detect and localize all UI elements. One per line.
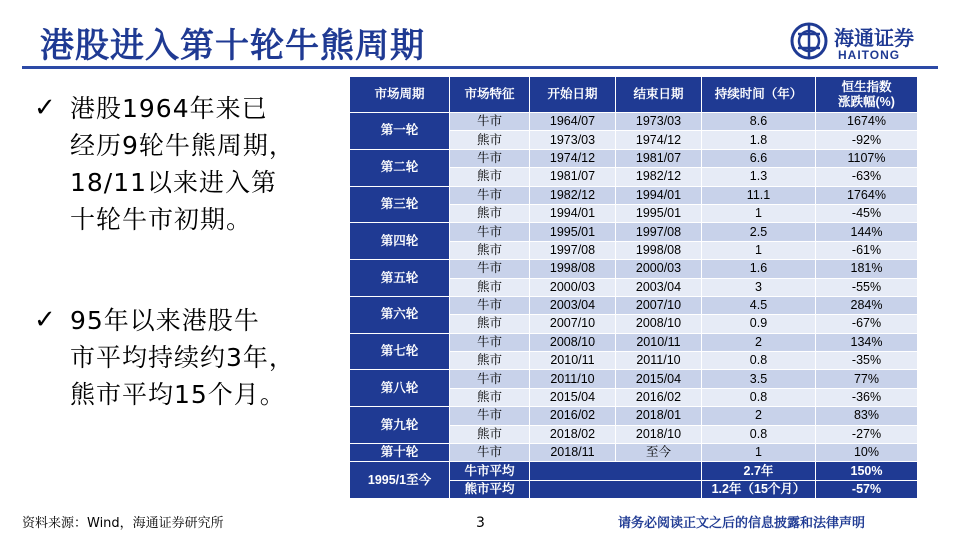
column-header: 开始日期	[530, 77, 616, 113]
end-date-cell: 2000/03	[616, 260, 702, 278]
table-row	[350, 113, 918, 131]
start-date-cell: 2000/03	[530, 278, 616, 296]
cycle-round-label: 第三轮	[350, 186, 450, 223]
market-type-cell: 熊市	[450, 315, 530, 333]
end-date-cell: 1974/12	[616, 131, 702, 149]
summary-blank-cell	[530, 462, 702, 480]
market-type-cell: 熊市	[450, 352, 530, 370]
summary-change-cell: -57%	[816, 480, 918, 498]
duration-cell: 2	[702, 407, 816, 425]
table-header-row	[350, 77, 918, 113]
start-date-cell: 2008/10	[530, 333, 616, 351]
market-type-cell: 熊市	[450, 168, 530, 186]
end-date-cell: 2011/10	[616, 352, 702, 370]
table-row	[350, 333, 918, 351]
table-row	[350, 444, 918, 462]
column-header: 结束日期	[616, 77, 702, 113]
duration-cell: 1.3	[702, 168, 816, 186]
hsi-change-cell: 10%	[816, 444, 918, 462]
end-date-cell: 2018/10	[616, 425, 702, 443]
market-type-cell: 熊市	[450, 204, 530, 222]
market-type-cell: 熊市	[450, 425, 530, 443]
cycle-round-label: 第六轮	[350, 296, 450, 333]
hsi-change-cell: 144%	[816, 223, 918, 241]
market-type-cell: 熊市	[450, 278, 530, 296]
table-row	[350, 370, 918, 388]
start-date-cell: 1995/01	[530, 223, 616, 241]
duration-cell: 1.8	[702, 131, 816, 149]
market-type-cell: 牛市	[450, 444, 530, 462]
table-row	[350, 186, 918, 204]
hsi-change-cell: 1674%	[816, 113, 918, 131]
disclaimer: 请务必阅读正文之后的信息披露和法律声明	[618, 516, 866, 531]
market-type-cell: 牛市	[450, 296, 530, 314]
duration-cell: 2.5	[702, 223, 816, 241]
end-date-cell: 1995/01	[616, 204, 702, 222]
start-date-cell: 1997/08	[530, 241, 616, 259]
end-date-cell: 至今	[616, 444, 702, 462]
duration-cell: 1	[702, 241, 816, 259]
summary-change-cell: 150%	[816, 462, 918, 480]
end-date-cell: 1981/07	[616, 149, 702, 167]
cycle-round-label: 第五轮	[350, 260, 450, 297]
end-date-cell: 2016/02	[616, 388, 702, 406]
column-header: 持续时间（年）	[702, 77, 816, 113]
duration-cell: 1	[702, 204, 816, 222]
check-icon: ✓	[34, 305, 56, 335]
hsi-change-cell: 77%	[816, 370, 918, 388]
start-date-cell: 2018/02	[530, 425, 616, 443]
hsi-change-cell: -45%	[816, 204, 918, 222]
start-date-cell: 2003/04	[530, 296, 616, 314]
haitong-logo	[790, 20, 940, 64]
end-date-cell: 2008/10	[616, 315, 702, 333]
hsi-change-cell: -92%	[816, 131, 918, 149]
summary-blank-cell	[530, 480, 702, 498]
duration-cell: 3	[702, 278, 816, 296]
check-icon: ✓	[34, 93, 56, 123]
start-date-cell: 2018/11	[530, 444, 616, 462]
hsi-change-cell: -55%	[816, 278, 918, 296]
market-type-cell: 牛市	[450, 260, 530, 278]
start-date-cell: 1974/12	[530, 149, 616, 167]
duration-cell: 2	[702, 333, 816, 351]
hsi-change-cell: 181%	[816, 260, 918, 278]
column-header: 市场周期	[350, 77, 450, 113]
duration-cell: 4.5	[702, 296, 816, 314]
end-date-cell: 2010/11	[616, 333, 702, 351]
end-date-cell: 2018/01	[616, 407, 702, 425]
summary-type-cell: 牛市平均	[450, 462, 530, 480]
end-date-cell: 1998/08	[616, 241, 702, 259]
market-type-cell: 牛市	[450, 407, 530, 425]
market-type-cell: 牛市	[450, 370, 530, 388]
hsi-change-cell: -61%	[816, 241, 918, 259]
duration-cell: 6.6	[702, 149, 816, 167]
page-number: 3	[476, 515, 485, 531]
start-date-cell: 1994/01	[530, 204, 616, 222]
duration-cell: 0.8	[702, 388, 816, 406]
haitong-logo-icon	[790, 22, 828, 60]
market-type-cell: 牛市	[450, 186, 530, 204]
duration-cell: 1.6	[702, 260, 816, 278]
market-type-cell: 牛市	[450, 333, 530, 351]
logo-text-cn: 海通证券	[834, 26, 914, 50]
market-type-cell: 熊市	[450, 131, 530, 149]
start-date-cell: 2007/10	[530, 315, 616, 333]
bull-bear-cycle-table	[349, 76, 918, 499]
duration-cell: 0.8	[702, 425, 816, 443]
cycle-round-label: 第一轮	[350, 113, 450, 150]
table-row	[350, 296, 918, 314]
hsi-change-cell: 1107%	[816, 149, 918, 167]
table-row	[350, 260, 918, 278]
source-note: 资料来源：Wind，海通证券研究所	[22, 516, 224, 531]
cycle-round-label: 第八轮	[350, 370, 450, 407]
hsi-change-cell: -36%	[816, 388, 918, 406]
table-row	[350, 223, 918, 241]
logo-text-en: HAITONG	[838, 48, 901, 62]
hsi-change-cell: -27%	[816, 425, 918, 443]
hsi-change-cell: 284%	[816, 296, 918, 314]
market-type-cell: 熊市	[450, 241, 530, 259]
market-type-cell: 熊市	[450, 388, 530, 406]
start-date-cell: 1973/03	[530, 131, 616, 149]
market-type-cell: 牛市	[450, 223, 530, 241]
hsi-change-cell: -63%	[816, 168, 918, 186]
start-date-cell: 2015/04	[530, 388, 616, 406]
start-date-cell: 2010/11	[530, 352, 616, 370]
cycle-round-label: 第二轮	[350, 149, 450, 186]
start-date-cell: 2016/02	[530, 407, 616, 425]
summary-duration-cell: 1.2年（15个月）	[702, 480, 816, 498]
hsi-change-cell: 83%	[816, 407, 918, 425]
page-title: 港股进入第十轮牛熊周期	[40, 26, 425, 66]
duration-cell: 8.6	[702, 113, 816, 131]
end-date-cell: 1982/12	[616, 168, 702, 186]
end-date-cell: 1973/03	[616, 113, 702, 131]
hsi-change-cell: -35%	[816, 352, 918, 370]
duration-cell: 11.1	[702, 186, 816, 204]
end-date-cell: 2007/10	[616, 296, 702, 314]
hsi-change-cell: 1764%	[816, 186, 918, 204]
end-date-cell: 1994/01	[616, 186, 702, 204]
table-row	[350, 407, 918, 425]
end-date-cell: 2015/04	[616, 370, 702, 388]
summary-period-label: 1995/1至今	[350, 462, 450, 499]
hsi-change-cell: 134%	[816, 333, 918, 351]
table-row	[350, 149, 918, 167]
cycle-round-label: 第七轮	[350, 333, 450, 370]
summary-row	[350, 462, 918, 480]
cycle-round-label: 第九轮	[350, 407, 450, 444]
end-date-cell: 2003/04	[616, 278, 702, 296]
summary-type-cell: 熊市平均	[450, 480, 530, 498]
duration-cell: 0.8	[702, 352, 816, 370]
cycle-round-label: 第十轮	[350, 444, 450, 462]
title-divider	[22, 66, 938, 69]
column-header: 市场特征	[450, 77, 530, 113]
end-date-cell: 1997/08	[616, 223, 702, 241]
hsi-change-cell: -67%	[816, 315, 918, 333]
market-type-cell: 牛市	[450, 149, 530, 167]
start-date-cell: 1998/08	[530, 260, 616, 278]
start-date-cell: 1981/07	[530, 168, 616, 186]
start-date-cell: 1964/07	[530, 113, 616, 131]
duration-cell: 1	[702, 444, 816, 462]
cycle-round-label: 第四轮	[350, 223, 450, 260]
market-type-cell: 牛市	[450, 113, 530, 131]
start-date-cell: 1982/12	[530, 186, 616, 204]
summary-duration-cell: 2.7年	[702, 462, 816, 480]
duration-cell: 0.9	[702, 315, 816, 333]
bullet-text: 95年以来港股牛 市平均持续约3年， 熊市平均15个月。	[70, 306, 295, 409]
duration-cell: 3.5	[702, 370, 816, 388]
bullet-text: 港股1964年来已 经历9轮牛熊周期， 18/11以来进入第 十轮牛市初期。	[70, 94, 295, 234]
column-header: 恒生指数 涨跌幅(%)	[816, 77, 918, 113]
start-date-cell: 2011/10	[530, 370, 616, 388]
